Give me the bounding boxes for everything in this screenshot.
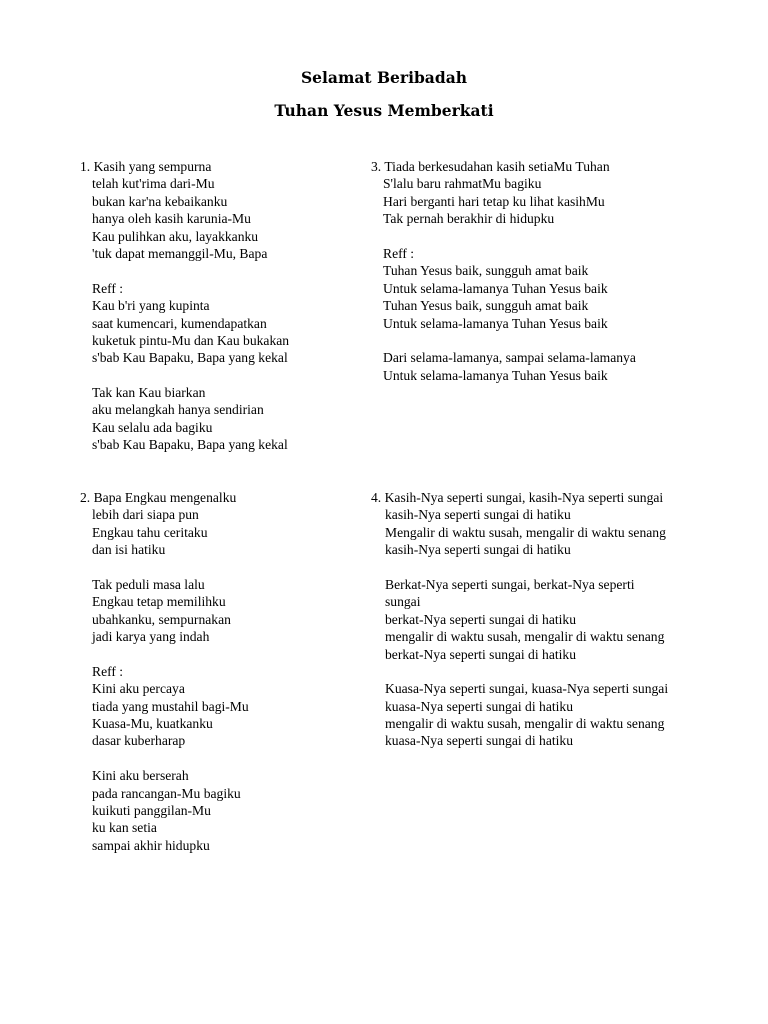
song-line: pada rancangan-Mu bagiku	[92, 785, 241, 801]
song-line: Untuk selama-lamanya Tuhan Yesus baik	[383, 280, 608, 296]
song-line: Engkau tahu ceritaku	[92, 524, 208, 540]
reff-label: Reff :	[383, 245, 415, 261]
song-line: ubahkanku, sempurnakan	[92, 611, 231, 627]
song-line: Tak pernah berakhir di hidupku	[383, 211, 555, 227]
song-line: ku kan setia	[92, 820, 157, 836]
song-line: hanya oleh kasih karunia-Mu	[92, 211, 251, 227]
song-line: bukan kar'na kebaikanku	[92, 193, 228, 209]
stanza-gap	[80, 750, 249, 767]
song-line: saat kumencari, kumendapatkan	[92, 315, 267, 331]
song-line: Kuasa-Mu, kuatkanku	[92, 716, 213, 732]
stanza-gap	[371, 332, 636, 349]
song-line: kuasa-Nya seperti sungai di hatiku	[385, 733, 573, 749]
song-line: Kau selalu ada bagiku	[92, 419, 213, 435]
song-line: Berkat-Nya seperti sungai, berkat-Nya seperti	[385, 576, 635, 592]
song-line: 4. Kasih-Nya seperti sungai, kasih-Nya seperti sungai	[371, 490, 664, 505]
stanza-gap	[371, 559, 668, 576]
song-line: s'bab Kau Bapaku, Bapa yang kekal	[92, 350, 288, 366]
song-line: aku melangkah hanya sendirian	[92, 402, 264, 418]
song-line: S'lalu baru rahmatMu bagiku	[383, 176, 542, 192]
song-line: jadi karya yang indah	[92, 629, 210, 645]
song-4	[371, 489, 668, 750]
song-line: mengalir di waktu susah, mengalir di waktu senang	[385, 716, 665, 732]
song-line: 2. Bapa Engkau mengenalku	[80, 490, 237, 505]
song-line: kasih-Nya seperti sungai di hatiku	[385, 542, 571, 558]
song-line: Tak kan Kau biarkan	[92, 385, 206, 401]
song-line: Kini aku percaya	[92, 681, 185, 697]
song-line: Tuhan Yesus baik, sungguh amat baik	[383, 298, 589, 314]
stanza-gap	[80, 262, 289, 279]
song-1	[80, 158, 289, 454]
song-line: sungai	[385, 594, 421, 610]
song-line: Kau pulihkan aku, layakkanku	[92, 228, 259, 244]
song-line: 1. Kasih yang sempurna	[80, 159, 212, 174]
stanza-gap	[371, 228, 636, 245]
song-line: Untuk selama-lamanya Tuhan Yesus baik	[383, 315, 608, 331]
song-line: Kini aku berserah	[92, 768, 189, 784]
song-line: 'tuk dapat memanggil-Mu, Bapa	[92, 245, 268, 261]
song-line: Kuasa-Nya seperti sungai, kuasa-Nya seperti sungai	[385, 681, 669, 697]
song-3	[371, 158, 636, 384]
song-line: Tuhan Yesus baik, sungguh amat baik	[383, 263, 589, 279]
song-2	[80, 489, 249, 854]
song-line: sampai akhir hidupku	[92, 837, 210, 853]
song-line: dan isi hatiku	[92, 542, 166, 558]
page-title: Selamat Beribadah	[300, 68, 468, 87]
song-line: dasar kuberharap	[92, 733, 186, 749]
song-line: lebih dari siapa pun	[92, 507, 199, 523]
song-line: tiada yang mustahil bagi-Mu	[92, 698, 249, 714]
song-line: berkat-Nya seperti sungai di hatiku	[385, 611, 577, 627]
song-line: Mengalir di waktu susah, mengalir di waktu senang	[385, 524, 666, 540]
song-line: Hari berganti hari tetap ku lihat kasihMu	[383, 193, 605, 209]
song-line: kuketuk pintu-Mu dan Kau bukakan	[92, 332, 290, 348]
song-line: telah kut'rima dari-Mu	[92, 176, 215, 192]
song-line: Engkau tetap memilihku	[92, 594, 226, 610]
reff-label: Reff :	[92, 663, 124, 679]
song-line: mengalir di waktu susah, mengalir di waktu senang	[385, 629, 665, 645]
song-line: s'bab Kau Bapaku, Bapa yang kekal	[92, 437, 288, 453]
stanza-gap	[371, 663, 668, 680]
song-line: 3. Tiada berkesudahan kasih setiaMu Tuhan	[371, 159, 610, 174]
reff-label: Reff :	[92, 280, 124, 296]
song-line: Untuk selama-lamanya Tuhan Yesus baik	[383, 367, 608, 383]
song-line: kuasa-Nya seperti sungai di hatiku	[385, 698, 573, 714]
song-line: Dari selama-lamanya, sampai selama-lamanya	[383, 350, 636, 366]
song-line: Tak peduli masa lalu	[92, 576, 205, 592]
song-line: kasih-Nya seperti sungai di hatiku	[385, 507, 571, 523]
stanza-gap	[80, 646, 249, 663]
stanza-gap	[80, 367, 289, 384]
page-subtitle: Tuhan Yesus Memberkati	[274, 101, 494, 120]
stanza-gap	[80, 559, 249, 576]
song-line: Kau b'ri yang kupinta	[92, 298, 210, 314]
song-line: kuikuti panggilan-Mu	[92, 803, 211, 819]
song-line: berkat-Nya seperti sungai di hatiku	[385, 646, 577, 662]
